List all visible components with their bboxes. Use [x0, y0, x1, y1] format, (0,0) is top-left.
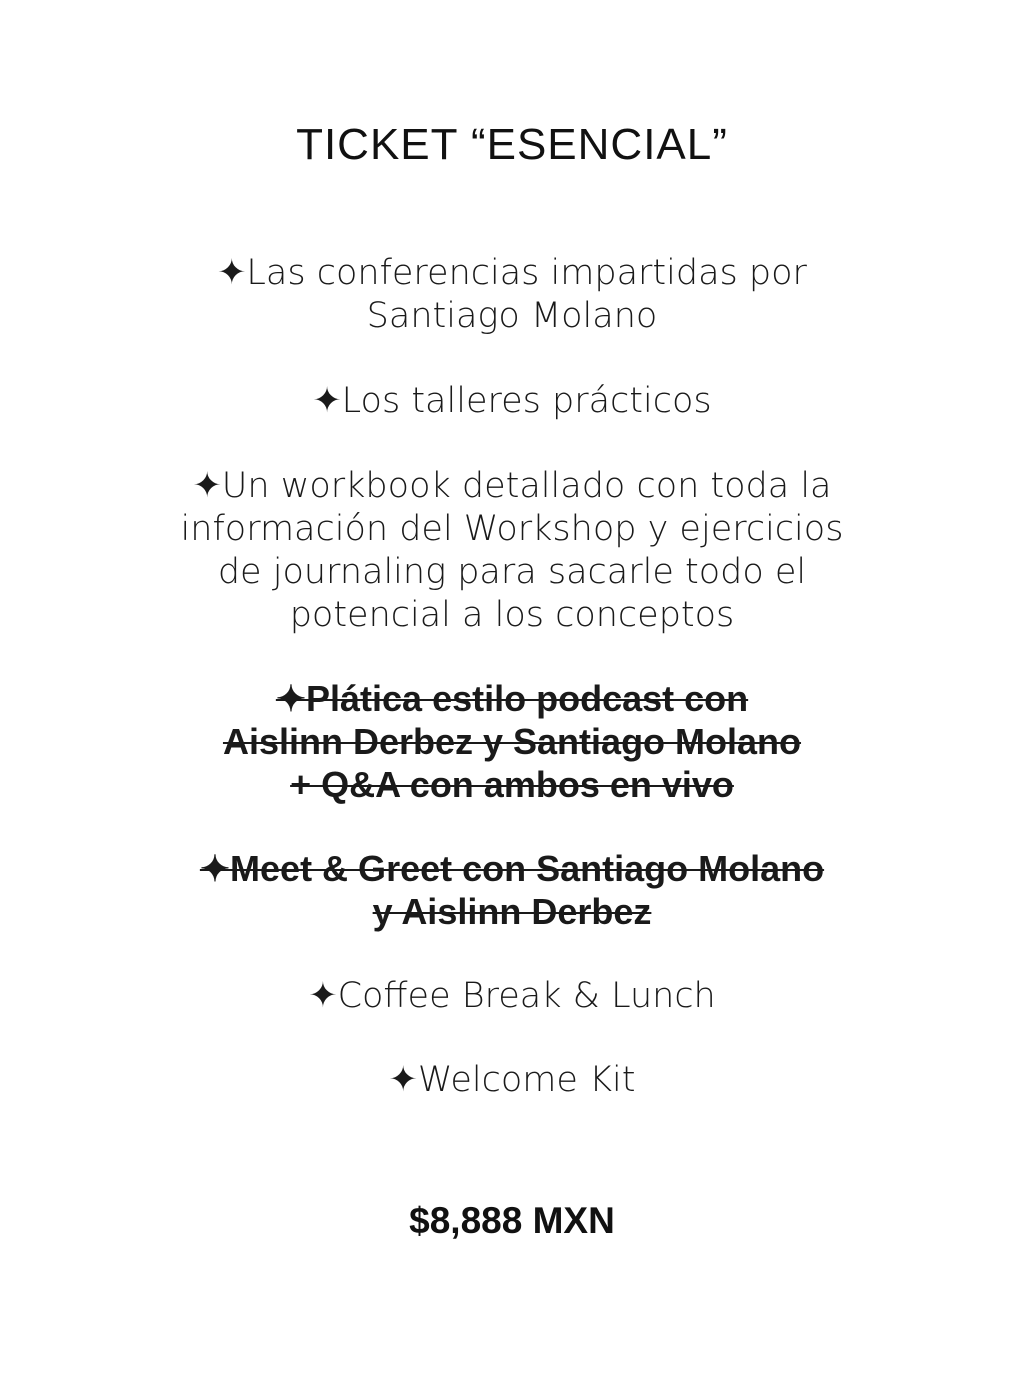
benefit-conferences: [0, 252, 1024, 338]
benefit-line: ✦Welcome Kit: [388, 1060, 636, 1100]
benefit-line: Santiago Molano: [366, 296, 658, 336]
benefit-line: de journaling para sacarle todo el: [217, 552, 807, 592]
struck-line: y Aislinn Derbez: [372, 891, 652, 932]
benefit-workbook: [0, 465, 1024, 637]
benefit-line: ✦Las conferencias impartidas por: [217, 253, 807, 293]
struck-line: ✦Plática estilo podcast con: [275, 678, 749, 719]
benefit-line: potencial a los conceptos: [289, 595, 735, 635]
benefit-line: ✦Los talleres prácticos: [312, 381, 712, 421]
benefit-coffee-lunch: [0, 975, 1024, 1018]
struck-line: Aislinn Derbez y Santiago Molano: [222, 721, 802, 762]
struck-line: + Q&A con ambos en vivo: [290, 764, 734, 805]
benefit-line: información del Workshop y ejercicios: [180, 509, 844, 549]
benefit-meet-greet-struck: [0, 847, 1024, 933]
benefit-line: ✦Un workbook detallado con toda la: [192, 466, 832, 506]
struck-line: ✦Meet & Greet con Santiago Molano: [199, 848, 825, 889]
ticket-title: TICKET “ESENCIAL”: [296, 120, 728, 169]
benefit-podcast-struck: [0, 677, 1024, 806]
benefit-welcome-kit: [0, 1059, 1024, 1102]
benefit-line: ✦Coffee Break & Lunch: [308, 976, 716, 1016]
ticket-price: $8,888 MXN: [409, 1200, 615, 1241]
benefit-workshops: [0, 380, 1024, 423]
